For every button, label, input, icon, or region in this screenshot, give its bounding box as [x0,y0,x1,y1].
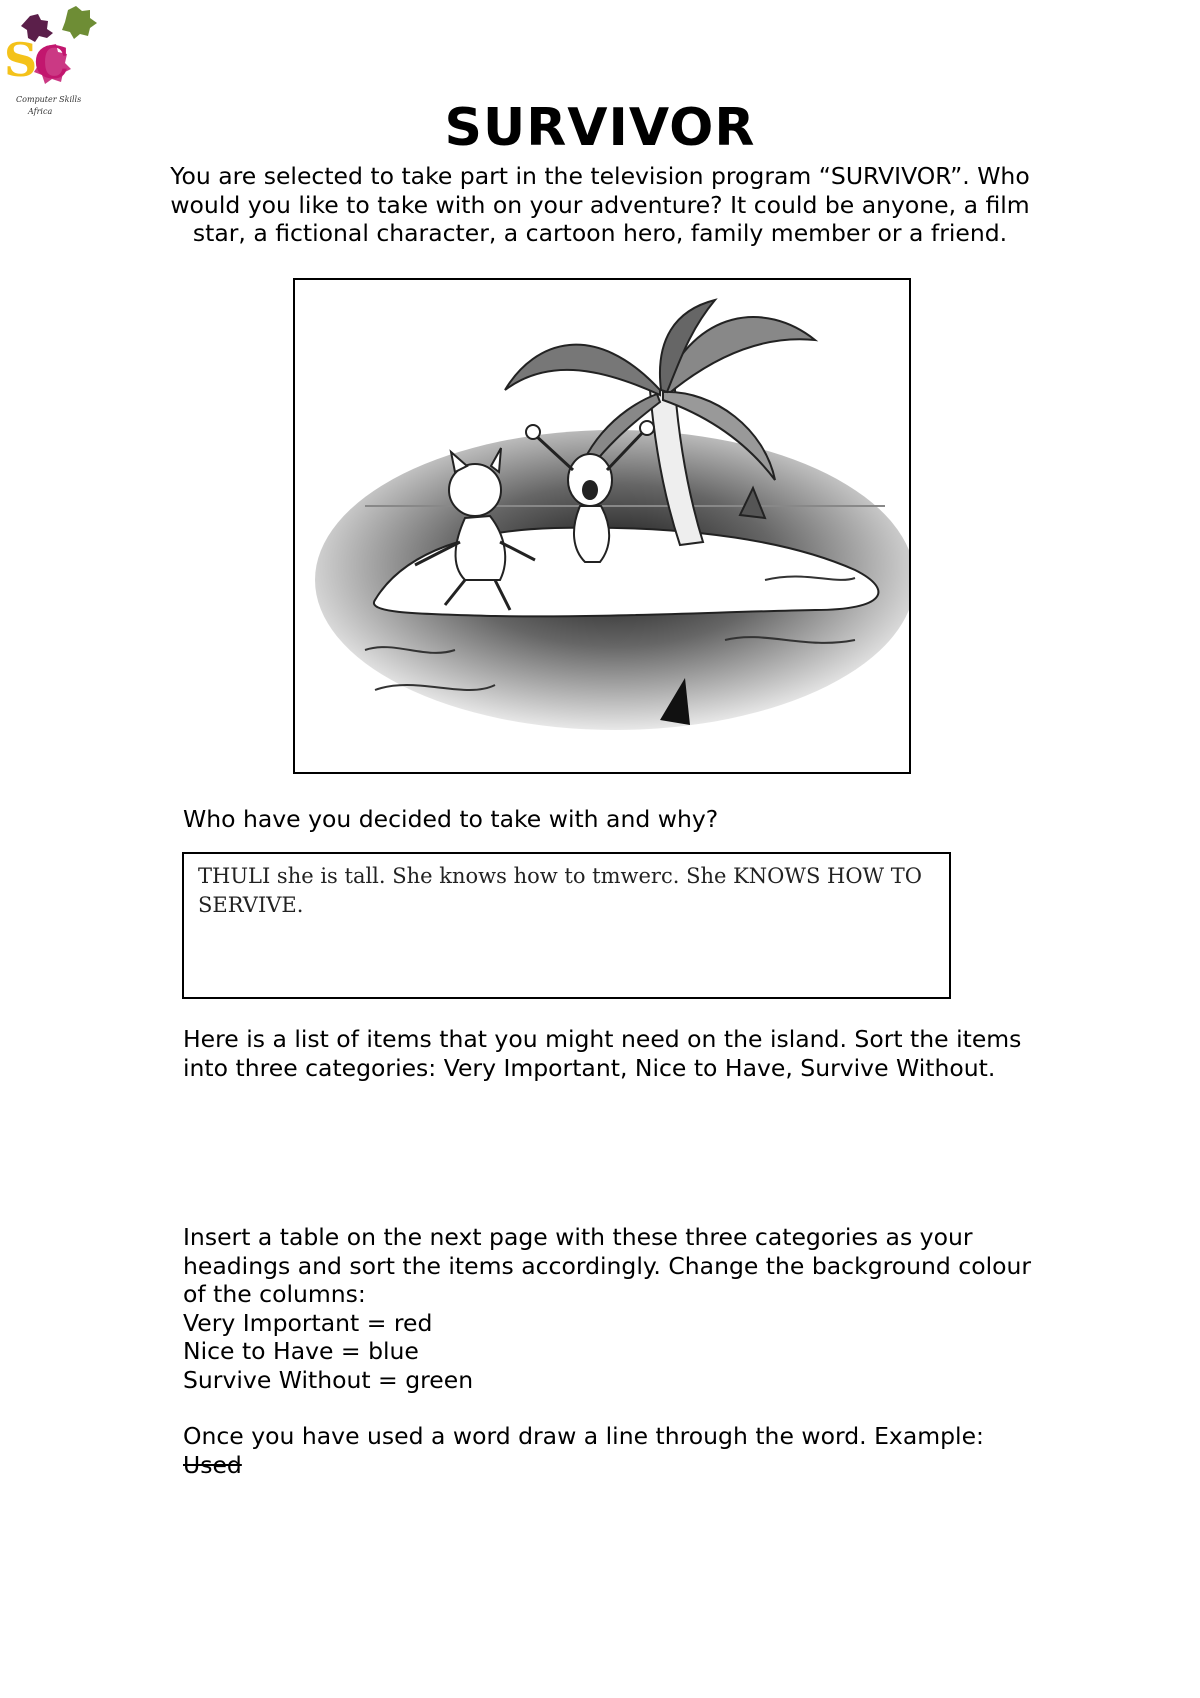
logo-letter-c: C [34,38,70,89]
color-line-very-important: Very Important = red [183,1308,433,1337]
answer-box[interactable] [182,852,951,999]
answer-text: THULI she is tall. She knows how to tmwerc. She KNOWS HOW TO SERVIVE. [198,864,923,917]
svg-text:Africa: Africa [28,107,53,116]
sort-instructions: Here is a list of items that you might need on the island. Sort the items into three categories: Very Important, Nice to Have, Survive Without. [183,1025,1022,1082]
island-illustration [293,278,911,774]
table-intro-text: Insert a table on the next page with these three categories as your headings and sort the items accordingly. Change the background colour of the columns: [183,1223,1032,1308]
strike-instructions [183,1422,1033,1479]
color-line-survive-without: Survive Without = green [183,1365,474,1394]
page-title: SURVIVOR [444,98,756,158]
table-instructions [183,1223,1033,1394]
logo-letter-s: S [4,33,38,87]
color-line-nice-to-have: Nice to Have = blue [183,1337,419,1365]
intro-text: You are selected to take part in the television program “SURVIVOR”. Who would you like to take with on your adventure? It could be anyone, a film star, a fictional character, a cartoon hero, family member or a friend. [170,162,1030,247]
strike-example-word: Used [183,1450,242,1479]
svg-text:Computer Skills: Computer Skills [16,95,82,104]
cartoon-island-icon [295,280,909,772]
strike-intro-text: Once you have used a word draw a line through the word. Example: [183,1422,984,1450]
question-text: Who have you decided to take with and why? [183,805,719,833]
